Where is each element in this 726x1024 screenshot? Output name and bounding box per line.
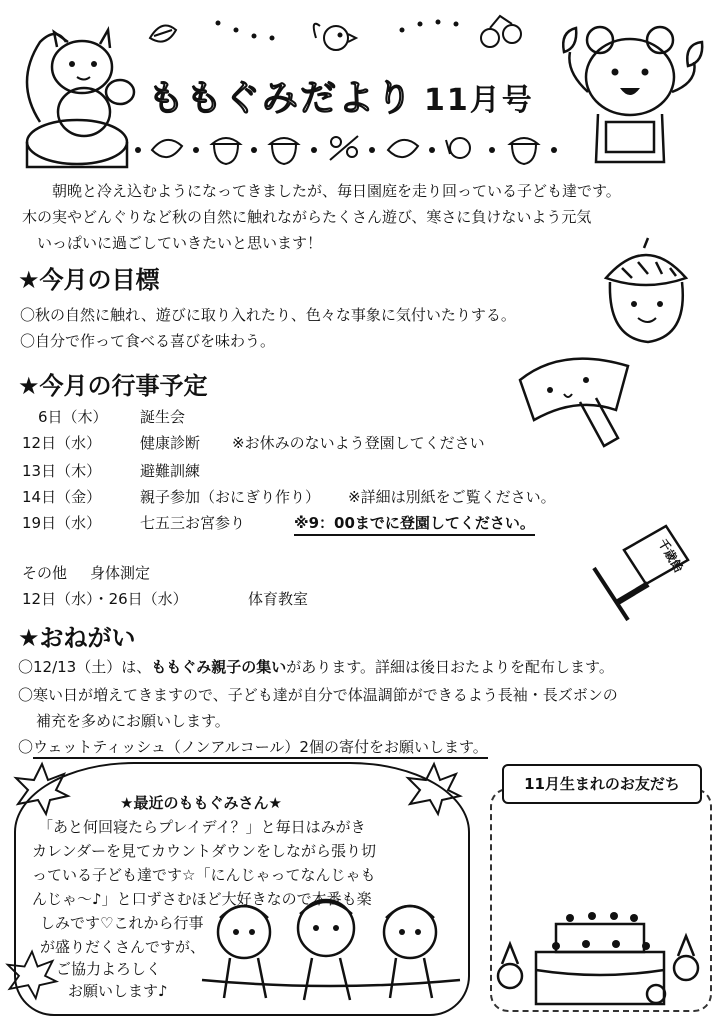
event-name: 親子参加（おにぎり作り） <box>140 488 321 506</box>
leaf-icon <box>150 26 176 42</box>
event-name: 健康診断 <box>140 434 201 452</box>
other-dates: 12日（水）・26日（水） <box>22 590 188 608</box>
event-note: ※9：00までに登園してください。 <box>294 512 535 536</box>
event-note: ※詳細は別紙をご覧ください。 <box>348 488 556 506</box>
acorn-icon <box>270 138 298 164</box>
request-item <box>18 736 488 757</box>
event-date: 6日（木） <box>38 408 108 426</box>
recent-news-line: お願いします♪ <box>68 982 168 1000</box>
event-name: 七五三お宮参り <box>140 514 246 532</box>
top-decoration <box>140 8 590 68</box>
intro-line: 木の実やどんぐりなど秋の自然に触れながらたくさん遊び、寒さに負けないよう元気 <box>22 208 592 226</box>
event-row <box>0 486 726 506</box>
intro-line: 朝晩と冷え込むようになってきましたが、毎日園庭を走り回っている子ども達です。 <box>52 182 621 200</box>
recent-news-line: っている子ども達です☆「にんじゃってなんじゃも <box>32 866 376 884</box>
recent-news-line: が盛りだくさんですが、 <box>40 938 206 956</box>
maple-leaf-icon <box>404 760 464 816</box>
leaf-icon <box>152 140 182 157</box>
chitose-label: 千歳飴 <box>655 536 686 575</box>
request-underlined: ウェットティッシュ（ノンアルコール）2個の寄付をお願いします。 <box>33 738 488 759</box>
intro-line: いっぱいに過ごしていきたいと思います！ <box>37 234 323 252</box>
other-label: その他 <box>22 564 68 582</box>
other-place: 体育教室 <box>248 590 309 608</box>
acorn-icon <box>212 138 240 164</box>
event-date: 12日（水） <box>22 434 102 452</box>
events-heading: ★今月の行事予定 <box>18 372 208 400</box>
leaf-icon <box>388 140 418 157</box>
acorn-icon <box>510 138 538 164</box>
acorn-character-icon <box>596 238 696 348</box>
event-date: 13日（木） <box>22 462 102 480</box>
other-event: 身体測定 <box>90 564 151 582</box>
birthday-cake-icon <box>496 904 704 1008</box>
event-row <box>0 460 726 480</box>
title-text: ももぐみだより <box>148 78 415 119</box>
bear-icon <box>560 22 710 172</box>
recent-news-line: ご協力よろしく <box>56 960 162 978</box>
event-note: ※お休みのないよう登園してください <box>232 434 485 452</box>
request-item: 〇寒い日が増えてきますので、子ども達が自分で体温調節ができるよう長袖・長ズボンの <box>18 686 618 704</box>
request-item <box>18 656 614 677</box>
chitose-candy-icon <box>588 520 698 630</box>
requests-heading: ★おねがい <box>18 624 136 652</box>
goal-item: 〇秋の自然に触れ、遊びに取り入れたり、色々な事象に気付いたりする。 <box>20 306 516 324</box>
recent-news-line: カレンダーを見てカウントダウンをしながら張り切 <box>32 842 377 860</box>
request-text: 〇12/13（土）は、 <box>18 658 152 676</box>
recent-news-line: しみです♡これから行事 <box>40 914 204 932</box>
recent-news-line: 「あと何回寝たらプレイデイ？」と毎日はみがき <box>38 818 366 836</box>
dot-icon <box>216 21 275 41</box>
request-text: 〇 <box>18 738 34 756</box>
event-row <box>0 406 726 426</box>
event-date: 19日（水） <box>22 514 102 532</box>
bird-icon <box>446 138 470 158</box>
newsletter-title <box>148 70 534 121</box>
event-name: 誕生会 <box>140 408 186 426</box>
berries-icon <box>330 136 358 160</box>
event-highlight: ももぐみ親子の集い <box>151 658 287 676</box>
event-name: 避難訓練 <box>140 462 201 480</box>
recent-news-line: んじゃ～♪」と口ずさむほど大好きなので本番も楽 <box>32 890 372 908</box>
issue-label: 11月号 <box>424 83 534 118</box>
event-date: 14日（金） <box>22 488 102 506</box>
birthday-friends-title: 11月生まれのお友だち <box>502 764 702 804</box>
bird-icon <box>314 24 356 50</box>
goal-item: 〇自分で作って食べる喜びを味わう。 <box>20 332 276 350</box>
goals-heading: ★今月の目標 <box>18 266 160 294</box>
maple-leaf-icon <box>12 760 72 816</box>
berries-icon <box>481 16 521 47</box>
request-text: があります。詳細は後日おたよりを配布します。 <box>286 658 614 676</box>
request-item-continued: 補充を多めにお願いします。 <box>36 712 230 730</box>
title-ornament-row <box>130 126 570 166</box>
children-tug-of-war-icon <box>200 888 462 1012</box>
event-row <box>0 432 726 452</box>
recent-news-title: ★最近のももぐみさん★ <box>120 794 282 812</box>
